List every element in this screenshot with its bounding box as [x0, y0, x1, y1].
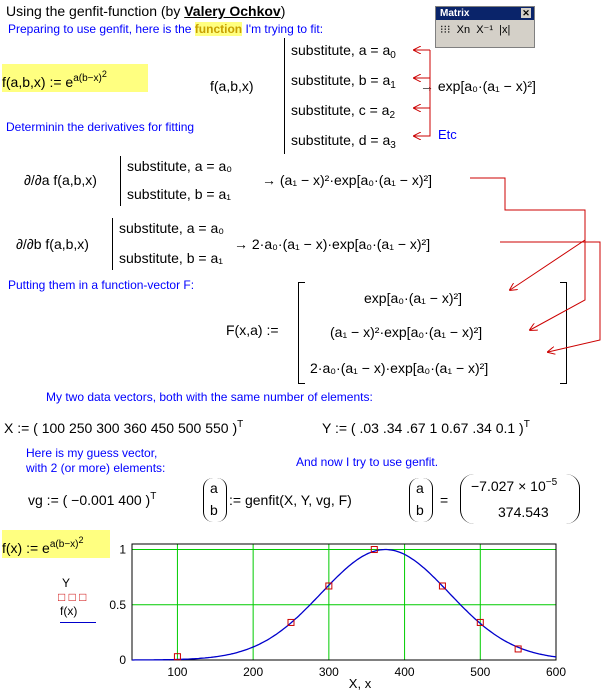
x-tick-label: 400 — [394, 665, 415, 679]
y-tick-label: 0.5 — [109, 597, 126, 612]
subst-row-d: substitute, $d = a_3$ — [291, 132, 396, 151]
vg-vector: vg := ( −0.001 400 )$^T$ — [28, 491, 157, 508]
deriv-b-row2: substitute, b = a₁ — [119, 250, 223, 266]
genfit-lhs-a: a — [210, 480, 218, 496]
X-vector: X := ( 100 250 300 360 450 500 550 )$^T$ — [4, 419, 244, 436]
fit-chart — [100, 532, 600, 692]
guess-label-1: Here is my guess vector, — [26, 446, 158, 460]
result-b: 374.543 — [498, 504, 549, 520]
inverse-button[interactable]: X⁻¹ — [476, 24, 494, 36]
result-a: $-7.027 \times 10^{-5}$ — [471, 477, 558, 494]
genfit-label: And now I try to use genfit. — [296, 455, 439, 469]
guess-label-2: with 2 (or more) elements: — [26, 461, 166, 475]
data-label: My two data vectors, both with the same number of elements: — [46, 390, 373, 404]
etc-label: Etc — [438, 127, 457, 142]
result-lhs-a: a — [416, 480, 424, 496]
prep-text: Preparing to use genfit, here is the function I'm trying to fit: — [8, 22, 324, 36]
subst-row-c: substitute, $c = a_2$ — [291, 102, 396, 121]
vector-F-lhs: F(x,a) := — [226, 322, 279, 338]
y-tick-label: 1 — [119, 542, 126, 557]
vector-label: Putting them in a function-vector F: — [8, 278, 195, 292]
deriv-a-result: → (a₁ − x)²·exp[a₀·(a₁ − x)²] — [262, 172, 433, 188]
genfit-call: := genfit(X, Y, vg, F) — [229, 492, 352, 508]
determinant-button[interactable]: |x| — [499, 24, 511, 36]
subst-result: → exp[a₀·(a₁ − x)²] — [420, 78, 536, 94]
function-definition: f(a,b,x) := $e^{a(b-x)2}$ — [2, 64, 148, 92]
deriv-label: Determinin the derivatives for fitting — [6, 120, 195, 134]
deriv-a-row2: substitute, b = a₁ — [127, 186, 231, 202]
subscript-button[interactable]: Xn — [456, 24, 471, 36]
result-lhs-b: b — [416, 502, 424, 518]
deriv-b-result: → 2·a₀·(a₁ − x)·exp[a₀·(a₁ − x)²] — [234, 236, 431, 252]
deriv-a-row1: substitute, a = a₀ — [127, 158, 233, 174]
matrix-grid-icon[interactable]: ⁝⁝⁝ — [440, 24, 451, 36]
subst-lhs: f(a,b,x) — [210, 78, 254, 94]
page-title: Using the genfit-function (by Valery Ochkov) — [6, 3, 286, 19]
subst-row-b: substitute, $b = a_1$ — [291, 72, 396, 91]
close-icon[interactable]: ✕ — [522, 8, 530, 18]
legend-fx: f(x) — [60, 604, 78, 618]
deriv-a-lhs: ∂/∂a f(a,b,x) — [24, 172, 97, 188]
legend-y: Y — [62, 576, 71, 590]
deriv-b-lhs: ∂/∂b f(a,b,x) — [16, 236, 89, 252]
x-axis-label: X, x — [348, 676, 372, 691]
y-tick-label: 0 — [119, 653, 126, 667]
vector-row-1: exp[a₀·(a₁ − x)²] — [364, 290, 463, 306]
x-tick-label: 100 — [167, 665, 188, 679]
x-tick-label: 600 — [545, 665, 567, 679]
x-tick-label: 200 — [243, 665, 264, 679]
subst-row-a: substitute, $a = a_0$ — [291, 42, 396, 61]
plot-frame — [132, 544, 556, 660]
arrow-2 — [414, 50, 430, 136]
result-equals: = — [440, 492, 449, 508]
genfit-lhs-b: b — [210, 502, 218, 518]
Y-vector: Y := ( .03 .34 .67 1 0.67 .34 0.1 )$^T$ — [322, 419, 530, 436]
vector-row-2: (a₁ − x)²·exp[a₀·(a₁ − x)²] — [330, 324, 483, 340]
vector-row-3: 2·a₀·(a₁ − x)·exp[a₀·(a₁ − x)²] — [310, 360, 489, 376]
x-tick-label: 300 — [318, 665, 339, 679]
fx-definition: f(x) := $e^{a(b-x)2}$ — [2, 530, 110, 558]
arrow-5 — [470, 178, 585, 290]
matrix-toolbar-title: Matrix ✕ — [436, 7, 534, 20]
x-tick-label: 500 — [470, 665, 491, 679]
deriv-b-row1: substitute, a = a₀ — [119, 220, 225, 236]
arrow-7 — [530, 210, 585, 330]
legend-markers: □ □ □ — [58, 590, 87, 604]
